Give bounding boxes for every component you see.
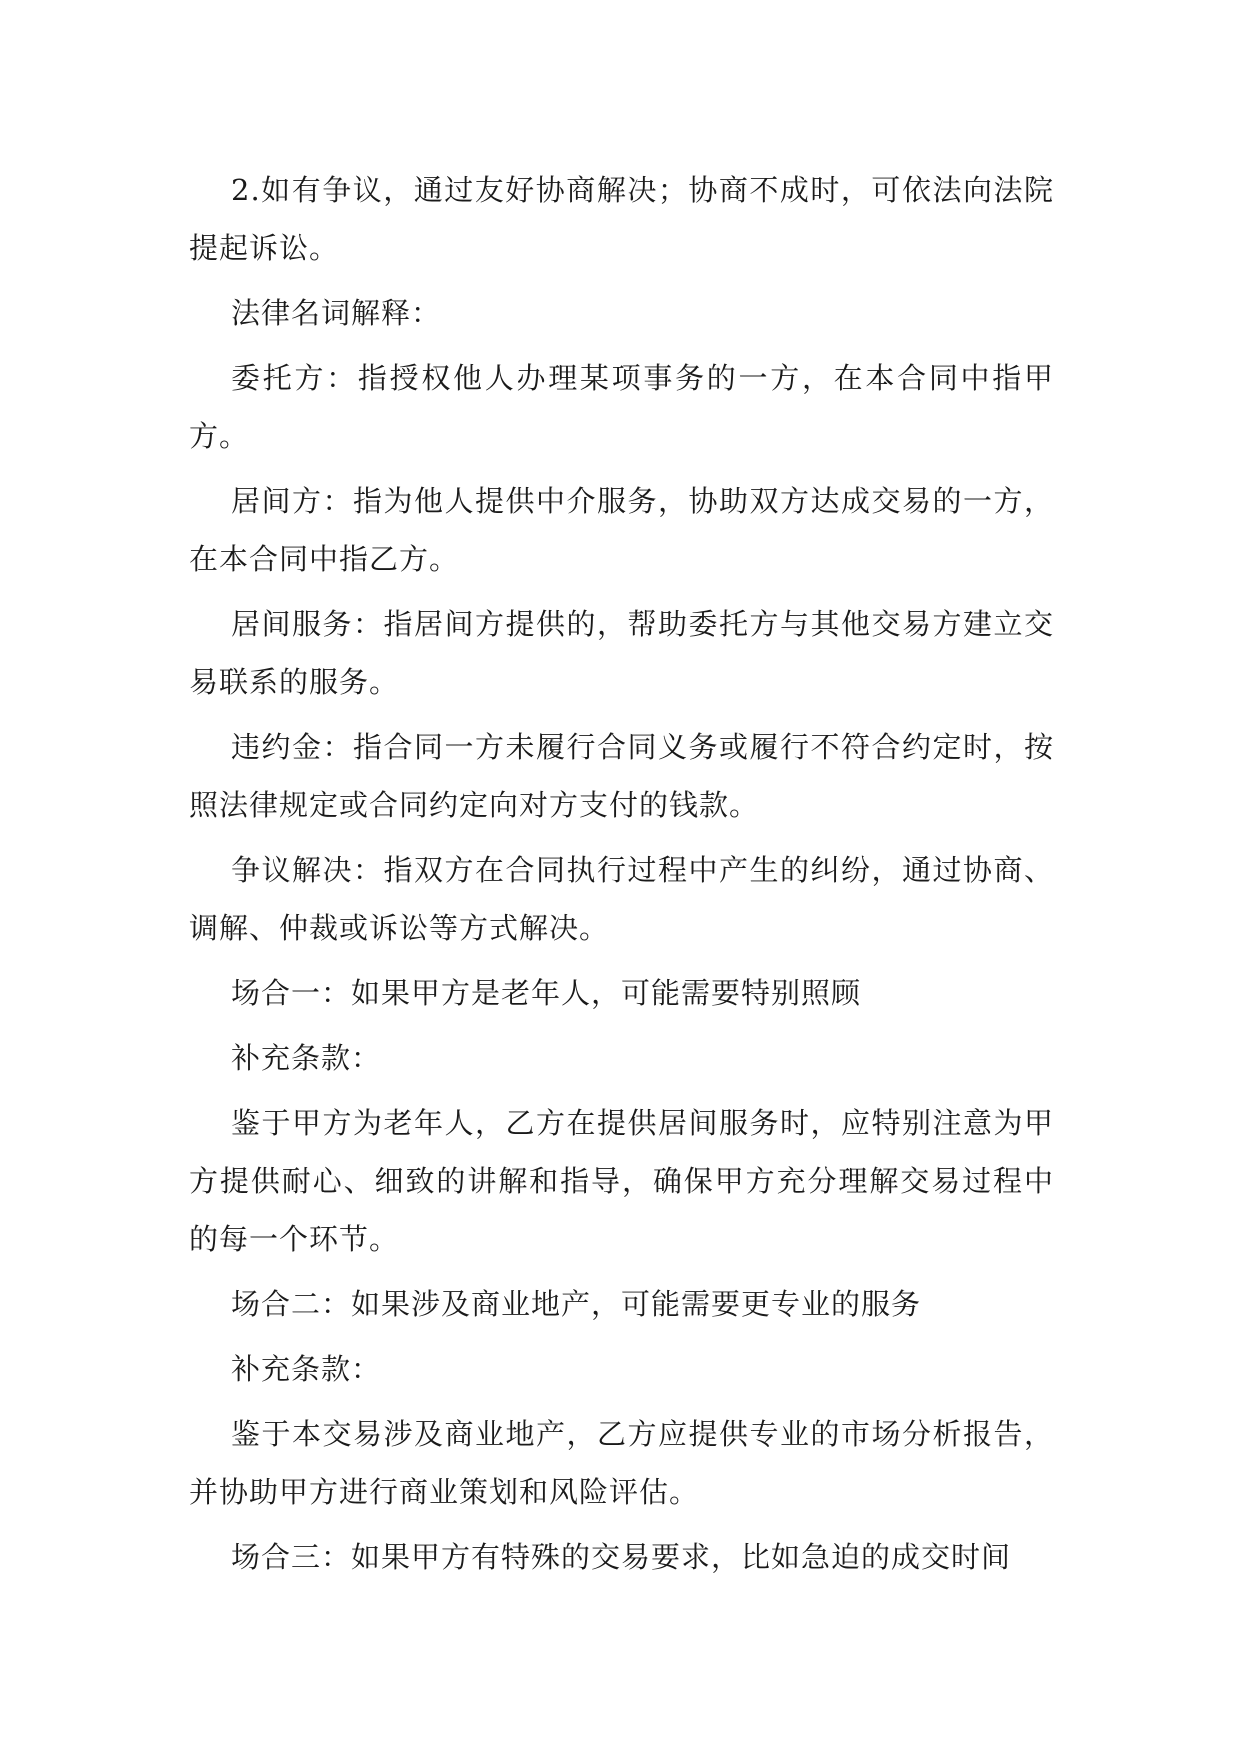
paragraph-term-principal: 委托方：指授权他人办理某项事务的一方，在本合同中指甲方。 — [189, 361, 1054, 453]
paragraph-term-intermediary-service: 居间服务：指居间方提供的，帮助委托方与其他交易方建立交易联系的服务。 — [189, 607, 1054, 699]
paragraph-dispute-resolution: 2.如有争议，通过友好协商解决；协商不成时，可依法向法院提起诉讼。 — [189, 173, 1054, 265]
paragraph-case-three: 场合三：如果甲方有特殊的交易要求，比如急迫的成交时间 — [231, 1540, 1012, 1574]
paragraph-term-intermediary: 居间方：指为他人提供中介服务，协助双方达成交易的一方，在本合同中指乙方。 — [189, 484, 1054, 576]
paragraph-case-one: 场合一：如果甲方是老年人，可能需要特别照顾 — [231, 976, 862, 1010]
paragraph-supplement-heading-two: 补充条款： — [231, 1352, 382, 1386]
paragraph-legal-terms-heading: 法律名词解释： — [231, 296, 442, 330]
document-body — [189, 161, 1054, 1593]
paragraph-supplement-one: 鉴于甲方为老年人，乙方在提供居间服务时，应特别注意为甲方提供耐心、细致的讲解和指导，确保甲方充分理解交易过程中的每一个环节。 — [189, 1106, 1054, 1256]
paragraph-term-dispute-resolution: 争议解决：指双方在合同执行过程中产生的纠纷，通过协商、调解、仲裁或诉讼等方式解决。 — [189, 853, 1054, 945]
paragraph-term-penalty: 违约金：指合同一方未履行合同义务或履行不符合约定时，按照法律规定或合同约定向对方支付的钱款。 — [189, 730, 1054, 822]
paragraph-supplement-heading-one: 补充条款： — [231, 1041, 382, 1075]
paragraph-supplement-two: 鉴于本交易涉及商业地产，乙方应提供专业的市场分析报告，并协助甲方进行商业策划和风险评估。 — [189, 1417, 1054, 1509]
paragraph-case-two: 场合二：如果涉及商业地产，可能需要更专业的服务 — [231, 1287, 922, 1321]
